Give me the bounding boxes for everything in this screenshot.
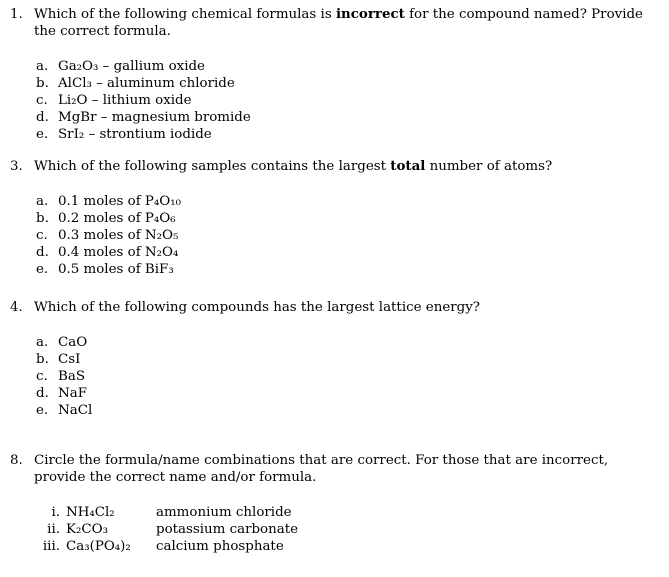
question-8-text: Circle the formula/name combinations that are correct. For those that are incorrect, provide the correct name and/or formula. [34,453,609,485]
question-8-number: 8. [10,453,23,468]
question-4-option-d: NaF [58,386,87,401]
question-3-option-e-letter: e. [36,262,49,277]
question-4-option-d-letter: d. [36,386,49,401]
question-3-option-b-letter: b. [36,211,49,226]
question-1-option-c: Li₂O – lithium oxide [58,93,192,108]
question-4-option-e-letter: e. [36,403,49,418]
question-1-option-d-letter: d. [36,110,49,125]
question-3-option-a-letter: a. [36,194,49,209]
question-1-text-end: for the compound named? Provide the correct formula. [34,7,643,39]
question-4-option-a: CaO [58,335,88,350]
question-1-number: 1. [10,7,23,22]
question-8-item-iii-formula: Ca₃(PO₄)₂ [66,539,131,554]
question-3-option-e: 0.5 moles of BiF₃ [58,262,174,277]
question-1-option-d: MgBr – magnesium bromide [58,110,251,125]
question-1-option-e-letter: e. [36,127,49,142]
question-4-number: 4. [10,300,23,315]
question-3-text [34,158,644,175]
question-3-number: 3. [10,159,23,174]
question-4-option-c: BaS [58,369,85,384]
question-8-item-ii-formula: K₂CO₃ [66,522,108,537]
question-4-option-b-letter: b. [36,352,49,367]
question-1-emphasis: incorrect [335,6,405,22]
question-8-item-i-formula: NH₄Cl₂ [66,505,115,520]
question-8-item-iii-numeral: iii. [42,539,60,554]
question-1-option-a: Ga₂O₃ – gallium oxide [58,59,205,74]
question-4-text: Which of the following compounds has the largest lattice energy? [34,300,480,315]
question-8-item-i-name: ammonium chloride [156,505,292,520]
question-1-option-b: AlCl₃ – aluminum chloride [58,76,235,91]
question-3-option-d-letter: d. [36,245,49,260]
question-3-option-d: 0.4 moles of N₂O₄ [58,245,179,260]
question-3-option-b: 0.2 moles of P₄O₆ [58,211,176,226]
question-3-option-c-letter: c. [36,228,48,243]
question-1-option-b-letter: b. [36,76,49,91]
question-8-item-iii-name: calcium phosphate [156,539,284,554]
question-4-option-e: NaCl [58,403,93,418]
question-3-text-end: number of atoms? [425,159,553,174]
question-1-option-e: SrI₂ – strontium iodide [58,127,212,142]
question-4-option-b: CsI [58,352,81,367]
question-3-option-a: 0.1 moles of P₄O₁₀ [58,194,182,209]
question-8-item-i-numeral: i. [51,505,60,520]
question-1-option-a-letter: a. [36,59,49,74]
question-3-emphasis: total [390,158,426,174]
question-8-item-ii-numeral: ii. [47,522,60,537]
question-1-text [34,6,644,40]
question-1-text-start: Which of the following chemical formulas is [34,7,336,22]
question-4-option-c-letter: c. [36,369,48,384]
question-8-item-ii-name: potassium carbonate [156,522,299,537]
question-3-text-start: Which of the following samples contains the largest [34,159,391,174]
question-1-option-c-letter: c. [36,93,48,108]
question-3-option-c: 0.3 moles of N₂O₅ [58,228,179,243]
question-4-option-a-letter: a. [36,335,49,350]
